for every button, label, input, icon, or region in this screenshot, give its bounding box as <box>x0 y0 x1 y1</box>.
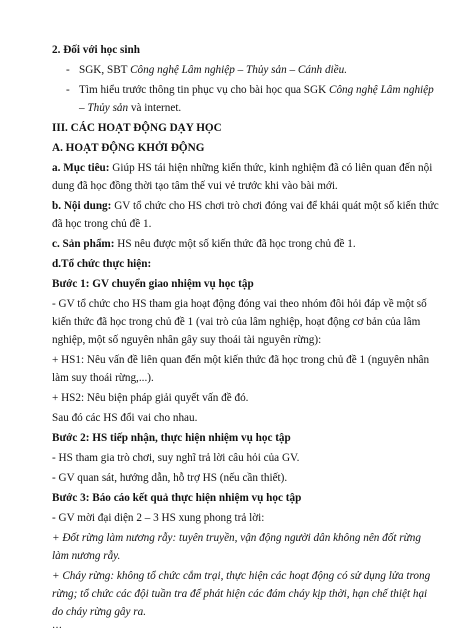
step1-title: Bước 1: GV chuyển giao nhiệm vụ học tập <box>52 278 254 290</box>
step3-intro: - GV mời đại diện 2 – 3 HS xung phong trả lời: <box>52 512 265 524</box>
content-line: b. Nội dung: GV tổ chức cho HS chơi trò chơi đóng vai để khái quát một số kiến thức <box>52 200 439 212</box>
step2-title: Bước 2: HS tiếp nhận, thực hiện nhiệm vụ học tập <box>52 432 291 444</box>
section-heading-students: 2. Đối với học sinh <box>52 44 140 56</box>
step3-answer-line: + Cháy rừng: không tổ chức cắm trại, thực hiện các hoạt động có sử dụng lửa trong <box>52 570 431 582</box>
content-line-2: đã học trong chủ đề 1. <box>52 218 152 230</box>
step2-line: - GV quan sát, hướng dẫn, hỗ trợ HS (nếu cần thiết). <box>52 472 288 484</box>
objective-line-2: dung đã học đồng thời tạo tâm thế vui vẻ trước khi vào bài mới. <box>52 180 338 192</box>
organization-heading: d.Tổ chức thực hiện: <box>52 258 152 270</box>
step1-line: Sau đó các HS đổi vai cho nhau. <box>52 412 198 424</box>
step3-answer-line: làm nương rẫy. <box>52 550 121 562</box>
bullet-materials: SGK, SBT Công nghệ Lâm nghiệp – Thủy sản – Cánh diều. <box>79 64 348 76</box>
step3-title: Bước 3: Báo cáo kết quả thực hiện nhiệm vụ học tập <box>52 492 302 504</box>
product-line: c. Sản phẩm: HS nêu được một số kiến thức đã học trong chủ đề 1. <box>52 238 356 250</box>
ellipsis: … <box>52 620 62 631</box>
step1-line: nghiệp, một số nguyên nhân gây suy thoái tài nguyên rừng): <box>52 334 322 346</box>
bullet-dash: - <box>66 84 70 96</box>
step3-answer-line: do cháy rừng gây ra. <box>52 606 147 618</box>
step2-line: - HS tham gia trò chơi, suy nghĩ trả lời câu hỏi của GV. <box>52 452 300 464</box>
step1-line: làm suy thoái rừng,...). <box>52 372 154 384</box>
step3-answer-line: rừng; tổ chức các đội tuần tra để phát hiện các đám cháy kịp thời, hạn chế thiệt hại <box>52 588 428 600</box>
step1-line: + HS1: Nêu vấn đề liên quan đến một kiến thức đã học trong chủ đề 1 (nguyên nhân <box>52 354 430 366</box>
activity-title: A. HOẠT ĐỘNG KHỞI ĐỘNG <box>52 142 205 154</box>
bullet-research-cont: – Thủy sản và internet. <box>79 102 182 114</box>
section-heading-activities: III. CÁC HOẠT ĐỘNG DẠY HỌC <box>52 122 222 134</box>
objective-line: a. Mục tiêu: Giúp HS tái hiện những kiến thức, kinh nghiệm đã có liên quan đến nội <box>52 162 433 174</box>
bullet-research: Tìm hiểu trước thông tin phục vụ cho bài học qua SGK Công nghệ Lâm nghiệp <box>79 84 434 96</box>
step1-line: kiến thức đã học trong chủ đề 1 (vai trò của lâm nghiệp, hoạt động cơ bản của lâm <box>52 316 421 328</box>
step1-line: + HS2: Nêu biện pháp giải quyết vấn đề đó. <box>52 392 249 404</box>
step1-line: - GV tổ chức cho HS tham gia hoạt động đóng vai theo nhóm đôi hỏi đáp về một số <box>52 298 427 310</box>
bullet-dash: - <box>66 64 70 76</box>
step3-answer-line: + Đốt rừng làm nương rẫy: tuyên truyền, vận động người dân không nên đốt rừng <box>52 532 421 544</box>
